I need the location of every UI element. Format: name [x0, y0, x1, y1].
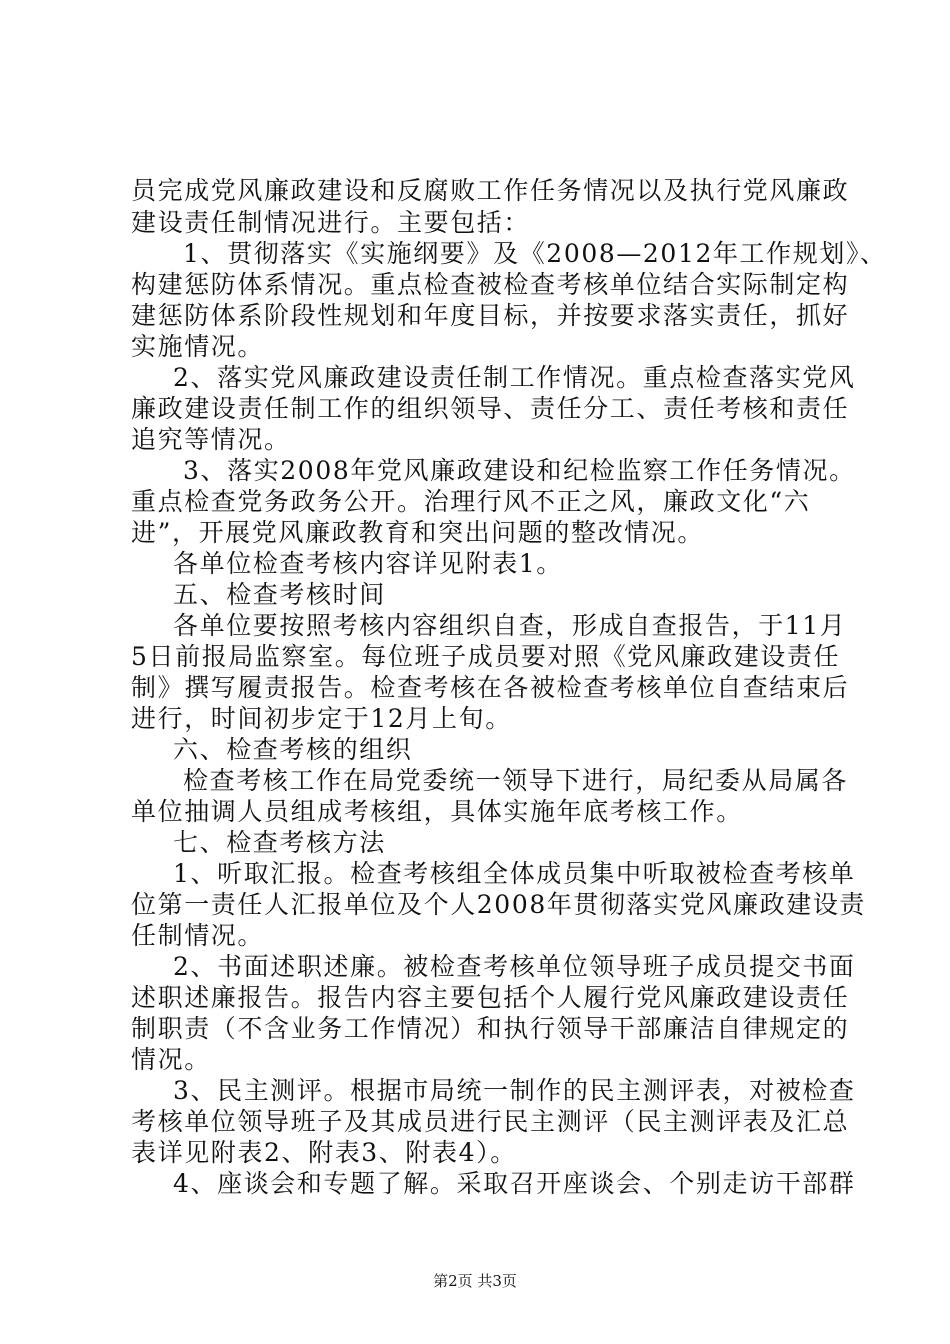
body-line: 任制情况。	[131, 921, 265, 950]
section-heading: 七、检查考核方法	[173, 828, 386, 857]
body-line: 表详见附表2、附表3、附表4）。	[131, 1138, 517, 1167]
body-line: 制》撰写履责报告。检查考核在各被检查考核单位自查结束后	[131, 673, 850, 702]
body-line: 重点检查党务政务公开。治理行风不正之风，廉政文化“六	[131, 487, 811, 516]
body-line: 廉政建设责任制工作的组织领导、责任分工、责任考核和责任	[131, 394, 850, 423]
paragraph-line: 1、听取汇报。检查考核组全体成员集中听取被检查考核单	[173, 859, 856, 888]
body-line: 制职责（不含业务工作情况）和执行领导干部廉洁自律规定的	[131, 1014, 850, 1043]
body-line: 5日前报局监察室。每位班子成员要对照《党风廉政建设责任	[131, 642, 841, 671]
section-heading: 六、检查考核的组织	[173, 735, 413, 764]
paragraph-line: 3、落实2008年党风廉政建设和纪检监察工作任务情况。	[183, 456, 856, 485]
body-line: 述职述廉报告。报告内容主要包括个人履行党风廉政建设责任	[131, 983, 850, 1012]
paragraph-line: 2、书面述职述廉。被检查考核单位领导班子成员提交书面	[173, 952, 856, 981]
body-line: 考核单位领导班子及其成员进行民主测评（民主测评表及汇总	[131, 1107, 850, 1136]
section-heading: 五、检查考核时间	[173, 580, 386, 609]
body-line: 构建惩防体系情况。重点检查被检查考核单位结合实际制定构	[131, 270, 850, 299]
body-line: 位第一责任人汇报单位及个人2008年贯彻落实党风廉政建设责	[131, 890, 867, 919]
body-line: 建惩防体系阶段性规划和年度目标，并按要求落实责任，抓好	[131, 301, 850, 330]
body-line: 建设责任制情况进行。主要包括：	[131, 208, 531, 237]
paragraph-line: 各单位检查考核内容详见附表1。	[173, 549, 563, 578]
paragraph-line: 2、落实党风廉政建设责任制工作情况。重点检查落实党风	[173, 363, 856, 392]
paragraph-line: 各单位要按照考核内容组织自查，形成自查报告，于11月	[173, 611, 847, 640]
paragraph-line: 4、座谈会和专题了解。采取召开座谈会、个别走访干部群	[173, 1169, 856, 1198]
body-line: 追究等情况。	[131, 425, 291, 454]
body-line: 员完成党风廉政建设和反腐败工作任务情况以及执行党风廉政	[131, 176, 850, 205]
paragraph-line: 1、贯彻落实《实施纲要》及《2008—2012年工作规划》、	[183, 239, 887, 268]
body-line: 实施情况。	[131, 332, 265, 361]
body-line: 进”，开展党风廉政教育和突出问题的整改情况。	[131, 518, 704, 547]
body-line: 情况。	[131, 1045, 211, 1074]
paragraph-line: 3、民主测评。根据市局统一制作的民主测评表，对被检查	[173, 1076, 856, 1105]
paragraph-line: 检查考核工作在局党委统一领导下进行，局纪委从局属各	[183, 766, 849, 795]
body-line: 进行，时间初步定于12月上旬。	[131, 704, 512, 733]
body-line: 单位抽调人员组成考核组，具体实施年底考核工作。	[131, 797, 743, 826]
page-footer: 第2页 共3页	[433, 1272, 517, 1290]
